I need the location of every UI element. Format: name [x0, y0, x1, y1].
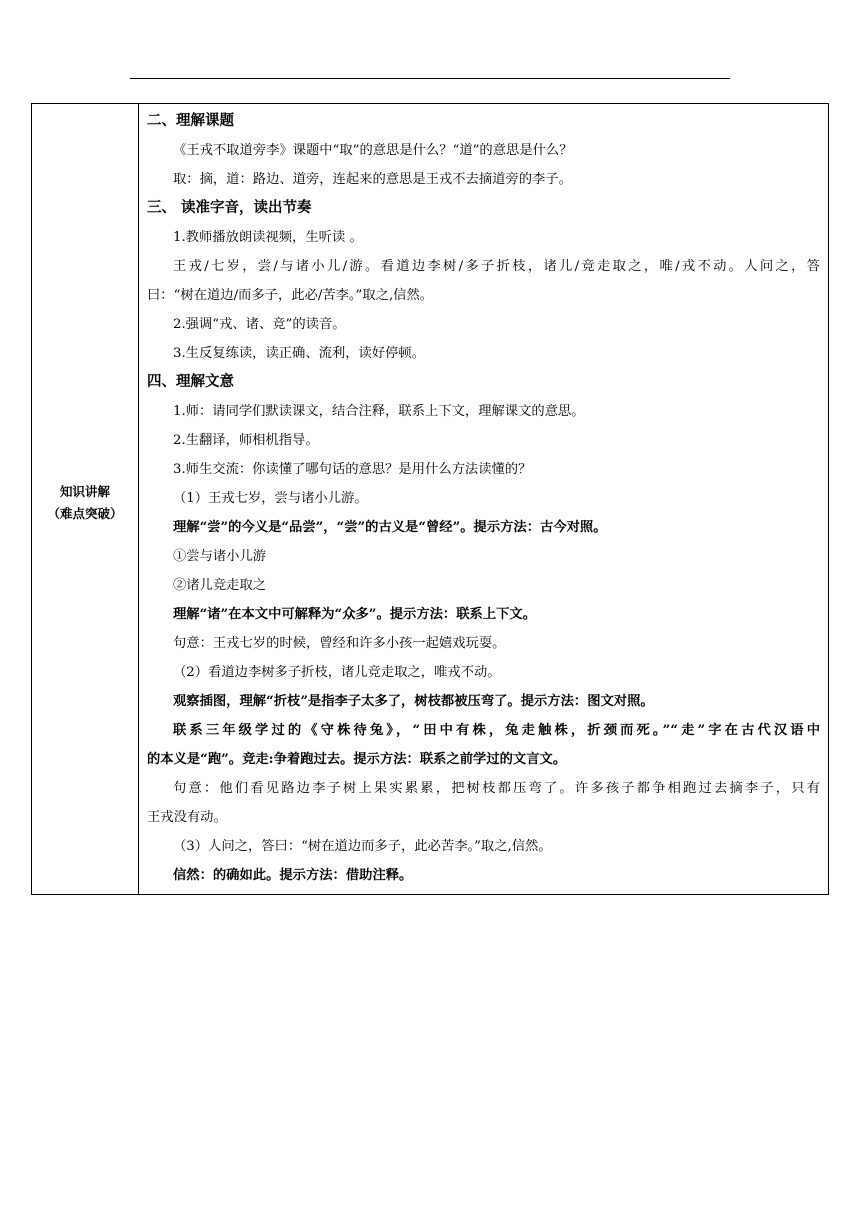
paragraph-text-rhythm-line2: 曰：“树在道边/而多子，此必/苦李。”取之,信然。: [147, 288, 434, 303]
heading-understand-title: 二、理解课题: [147, 113, 234, 129]
paragraph-note-zhezhi: 观察插图，理解“折枝”是指李子太多了，树枝都被压弯了。提示方法：图文对照。: [173, 694, 654, 709]
paragraph-meaning-1: 1.师：请同学们默读课文，结合注释，联系上下文，理解课文的意思。: [173, 404, 585, 419]
section-label-cell: [32, 104, 139, 894]
paragraph-sentence-2: （2）看道边李树多子折枝，诸儿竞走取之，唯戎不动。: [173, 665, 501, 680]
paragraph-sentence-3: （3）人问之，答曰：“树在道边而多子，此必苦李。”取之,信然。: [173, 839, 552, 854]
paragraph-meaning-sentence-2-line2: 王戎没有动。: [147, 810, 227, 825]
paragraph-meaning-sentence-1: 句意：王戎七岁的时候，曾经和许多小孩一起嬉戏玩耍。: [173, 636, 506, 651]
header-rule: [130, 78, 730, 79]
paragraph-step-1: 1.教师播放朗读视频，生听读 。: [173, 230, 363, 245]
paragraph-meaning-2: 2.生翻译，师相机指导。: [173, 433, 319, 448]
paragraph-meaning-sentence-2-line1: 句意：他们看见路边李子树上果实累累，把树枝都压弯了。许多孩子都争相跑过去摘李子，只有: [173, 781, 820, 796]
section-label-line2: （难点突破）: [47, 506, 123, 521]
heading-read-aloud: 三、 读准字音，读出节奏: [147, 200, 312, 216]
paragraph-example-2: ②诸儿竞走取之: [173, 578, 267, 593]
paragraph-step-2: 2.强调“戎、诸、竞”的读音。: [173, 317, 346, 332]
paragraph-sentence-1: （1）王戎七岁，尝与诸小儿游。: [173, 491, 368, 506]
lesson-table: [31, 103, 829, 895]
paragraph-note-zou-line2: 的本义是“跑”。竞走:争着跑过去。提示方法：联系之前学过的文言文。: [147, 752, 567, 767]
paragraph-note-zhu: 理解“诸”在本文中可解释为“众多”。提示方法：联系上下文。: [173, 607, 537, 622]
paragraph-text-rhythm-line1: 王戎/七岁，尝/与诸小儿/游。看道边李树/多子折枝，诸儿/竞走取之，唯/戎不动。人问之，答: [173, 259, 820, 274]
paragraph-step-3: 3.生反复练读，读正确、流利，读好停顿。: [173, 346, 426, 361]
paragraph-title-question: 《王戎不取道旁李》课题中“取”的意思是什么？“道”的意思是什么？: [173, 143, 573, 158]
paragraph-title-answer: 取：摘，道：路边、道旁，连起来的意思是王戎不去摘道旁的李子。: [173, 172, 572, 187]
paragraph-example-1: ①尝与诸小儿游: [173, 549, 267, 564]
heading-understand-meaning: 四、理解文意: [147, 374, 234, 390]
content-cell: [139, 104, 828, 894]
paragraph-note-zou-line1: 联系三年级学过的《守株待兔》，“田中有株，兔走触株，折颈而死。”“走”字在古代汉语中: [173, 723, 820, 738]
paragraph-meaning-3: 3.师生交流：你读懂了哪句话的意思？是用什么方法读懂的？: [173, 462, 532, 477]
section-label-line1: 知识讲解: [59, 484, 110, 499]
paragraph-note-chang: 理解“尝”的今义是“品尝”，“尝”的古义是“曾经”。提示方法：古今对照。: [173, 520, 607, 535]
paragraph-note-xinran: 信然：的确如此。提示方法：借助注释。: [173, 868, 413, 883]
